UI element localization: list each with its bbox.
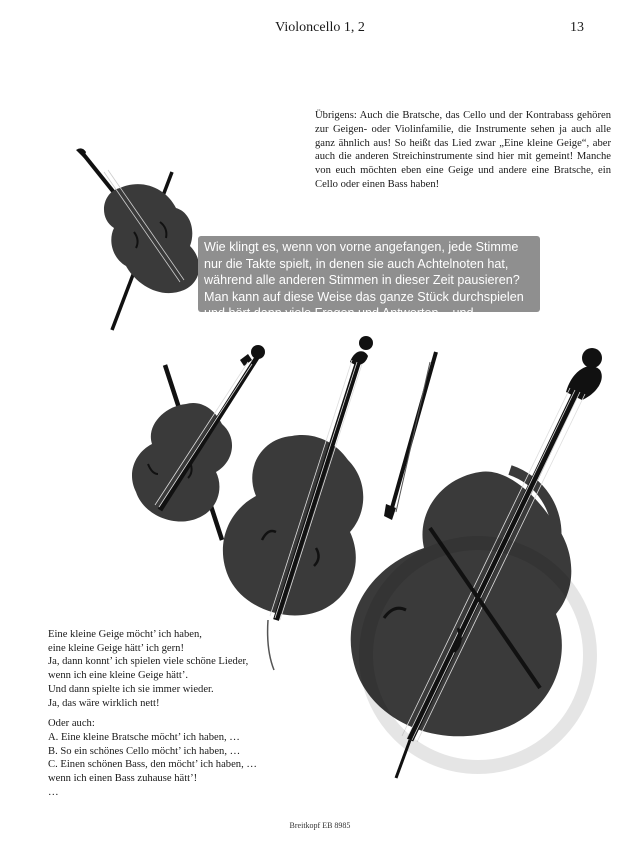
alt-heading: Oder auch: [48, 718, 95, 730]
lyrics-alt-line: A. Eine kleine Bratsche möcht’ ich haben, … [48, 731, 240, 743]
lyrics-alt-line: C. Einen schönen Bass, den möcht’ ich haben, … [48, 759, 257, 771]
page-number: 13 [570, 20, 584, 35]
lyrics-alt-line: … [48, 786, 59, 798]
lyrics-alt-line: B. So ein schönes Cello möcht’ ich haben, … [48, 745, 241, 757]
page-title: Violoncello 1, 2 [275, 20, 365, 35]
callout-box [198, 236, 540, 337]
lyrics-line: Ja, das wäre wirklich nett! [48, 697, 160, 709]
lyrics-line: Ja, dann konnt’ ich spielen viele schöne Lieder, [48, 656, 249, 668]
callout-text: Wie klingt es, wenn von vorne angefangen, jede Stimme nur die Takte spielt, in denen sie auch Achtelnoten hat, während alle anderen Stimmen in dieser Zeit pausieren? Man kann auf diese Weise das ganze Stück durchspielen und hört dann viele Fragen und Antworten – und manchmal hört man niemanden spielen. [204, 240, 524, 337]
violin-icon [76, 148, 199, 330]
lyrics-block [48, 628, 348, 799]
lyrics-line: Und dann spielte ich sie immer wieder. [48, 683, 214, 695]
intro-text: Übrigens: Auch die Bratsche, das Cello und der Kontrabass gehören zur Geigen- oder Violinfamilie, die Instrumente sehen ja auch alle ganz ähnlich aus! So heißt das Lied zwar „Eine kleine Geige“, aber auch die anderen Streichinstrumente sind hier mit gemeint! Manche von euch möchten eben eine Geige und andere eine Bratsche, ein Cello oder einen Bass haben! [315, 110, 611, 190]
bow-icon [384, 352, 436, 520]
publisher-footer: Breitkopf EB 8985 [289, 821, 351, 830]
cello-icon [223, 336, 373, 670]
lyrics-line: eine kleine Geige hätt’ ich gern! [48, 642, 184, 654]
lyrics-line: Eine kleine Geige möcht’ ich haben, [48, 629, 202, 640]
lyrics-line: wenn ich eine kleine Geige hätt’. [48, 670, 189, 682]
lyrics-alt-line: wenn ich einen Bass zuhause hätt’! [48, 773, 198, 785]
